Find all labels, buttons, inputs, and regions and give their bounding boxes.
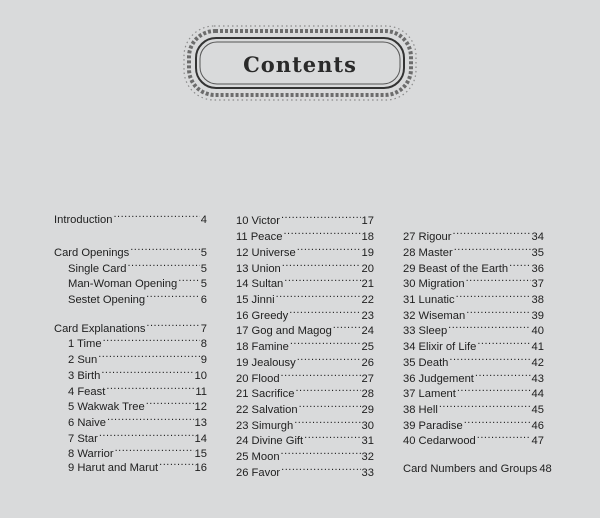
dot-leader <box>99 426 194 442</box>
toc-entry <box>68 363 207 382</box>
dot-leader <box>297 240 361 256</box>
toc-entry <box>236 381 374 400</box>
toc-page-number: 34 <box>531 231 544 243</box>
dot-leader <box>107 410 194 426</box>
toc-page-number: 41 <box>531 341 544 353</box>
toc-page-number: 21 <box>361 278 374 290</box>
toc-page-number: 42 <box>531 357 544 369</box>
toc-entry-title: 24 Divine Gift <box>236 435 304 447</box>
toc-entry <box>236 460 374 479</box>
dot-leader <box>290 334 361 350</box>
dot-leader <box>98 347 200 363</box>
toc-entry <box>236 350 374 369</box>
dot-leader <box>281 444 361 460</box>
toc-page-number: 5 <box>200 278 207 290</box>
toc-entry <box>68 287 207 306</box>
toc-entry <box>236 208 374 227</box>
dot-leader <box>466 303 530 319</box>
toc-entry <box>403 397 544 416</box>
toc-page-number: 5 <box>200 247 207 259</box>
dot-leader <box>453 224 531 240</box>
dot-leader <box>475 366 531 382</box>
toc-entry <box>236 428 374 447</box>
toc-entry-title: Card Numbers and Groups <box>403 463 538 475</box>
toc-entry <box>403 381 544 400</box>
toc-entry-title: 6 Naive <box>68 417 106 429</box>
toc-entry-title: 31 Lunatic <box>403 294 455 306</box>
toc-entry <box>68 455 207 474</box>
toc-entry <box>236 240 374 259</box>
toc-entry-title: 18 Famine <box>236 341 289 353</box>
toc-entry <box>68 331 207 350</box>
toc-entry <box>236 366 374 385</box>
toc-entry <box>403 366 544 385</box>
dot-leader <box>103 331 200 347</box>
toc-page-number: 22 <box>361 294 374 306</box>
toc-page-number: 32 <box>361 451 374 463</box>
toc-entry-title: Introduction <box>54 214 113 226</box>
toc-entry <box>236 271 374 290</box>
toc-entry <box>68 394 207 413</box>
toc-entry <box>236 334 374 353</box>
toc-entry <box>403 256 544 275</box>
toc-page-number: 10 <box>194 370 207 382</box>
toc-entry-title: 10 Victor <box>236 215 280 227</box>
toc-entry <box>236 303 374 322</box>
toc-entry <box>403 318 544 337</box>
toc-page-number: 39 <box>531 310 544 322</box>
toc-entry-title: 5 Wakwak Tree <box>68 401 145 413</box>
toc-page-number: 40 <box>531 325 544 337</box>
toc-page-number: 29 <box>361 404 374 416</box>
toc-page-number: 15 <box>194 448 207 460</box>
toc-entry <box>68 379 207 398</box>
toc-page-number: 35 <box>531 247 544 259</box>
toc-entry-title: 3 Birth <box>68 370 101 382</box>
toc-page-number: 6 <box>200 294 207 306</box>
toc-entry-title: 35 Death <box>403 357 449 369</box>
dot-leader <box>106 379 194 395</box>
toc-entry-title: 37 Lament <box>403 388 456 400</box>
toc-entry <box>403 224 544 243</box>
dot-leader <box>456 287 531 303</box>
toc-page-number: 48 <box>539 463 552 475</box>
dot-leader <box>101 363 193 379</box>
dot-leader <box>477 428 531 444</box>
dot-leader <box>127 256 199 272</box>
toc-page-number: 43 <box>531 373 544 385</box>
toc-entry <box>236 318 374 337</box>
toc-page-number: 4 <box>200 214 207 226</box>
toc-entry <box>68 256 207 275</box>
page-title: Contents <box>243 51 357 77</box>
toc-page-number: 23 <box>361 310 374 322</box>
toc-entry-title: 28 Master <box>403 247 453 259</box>
dot-leader <box>289 303 360 319</box>
toc-entry <box>403 334 544 353</box>
toc-entry-title: 14 Sultan <box>236 278 284 290</box>
toc-page-number: 36 <box>531 263 544 275</box>
toc-entry-title: 8 Warrior <box>68 448 114 460</box>
dot-leader <box>130 240 200 256</box>
toc-page-number: 20 <box>361 263 374 275</box>
toc-entry <box>236 256 374 275</box>
toc-entry <box>403 303 544 322</box>
dot-leader <box>295 381 360 397</box>
dot-leader <box>146 287 200 303</box>
title-ornament-frame <box>182 24 418 102</box>
dot-leader <box>283 224 360 240</box>
toc-entry-title: 23 Simurgh <box>236 420 294 432</box>
toc-page-number: 9 <box>200 354 207 366</box>
dot-leader <box>281 366 361 382</box>
toc-entry <box>68 426 207 445</box>
toc-entry <box>403 240 544 259</box>
toc-entry <box>68 271 207 290</box>
toc-page-number: 33 <box>361 467 374 479</box>
dot-leader <box>464 413 531 429</box>
toc-page-number: 44 <box>531 388 544 400</box>
dot-leader <box>449 350 530 366</box>
dot-leader <box>294 413 360 429</box>
toc-entry-title: 29 Beast of the Earth <box>403 263 509 275</box>
dot-leader <box>178 271 200 287</box>
toc-page-number: 37 <box>531 278 544 290</box>
toc-entry-title: 2 Sun <box>68 354 98 366</box>
dot-leader <box>439 397 531 413</box>
dot-leader <box>299 397 361 413</box>
dot-leader <box>284 271 360 287</box>
toc-entry <box>403 456 552 475</box>
dot-leader <box>282 256 361 272</box>
dot-leader <box>159 455 193 471</box>
dot-leader <box>146 394 194 410</box>
toc-entry-title: 22 Salvation <box>236 404 298 416</box>
toc-entry <box>54 240 207 259</box>
toc-entry <box>403 428 544 447</box>
dot-leader <box>477 334 530 350</box>
toc-entry <box>236 397 374 416</box>
toc-page-number: 46 <box>531 420 544 432</box>
toc-entry-title: Card Openings <box>54 247 130 259</box>
toc-entry-title: 12 Universe <box>236 247 296 259</box>
toc-entry-title: 1 Time <box>68 338 102 350</box>
toc-entry <box>54 316 207 335</box>
dot-leader <box>146 316 199 332</box>
toc-entry-title: 15 Jinni <box>236 294 275 306</box>
toc-entry-title: 16 Greedy <box>236 310 289 322</box>
toc-page-number: 24 <box>361 325 374 337</box>
dot-leader <box>304 428 360 444</box>
toc-entry <box>54 207 207 226</box>
dot-leader <box>281 460 360 476</box>
toc-entry-title: 13 Union <box>236 263 281 275</box>
toc-entry-title: 9 Harut and Marut <box>68 462 159 474</box>
dot-leader <box>457 381 531 397</box>
toc-entry-title: 17 Gog and Magog <box>236 325 332 337</box>
toc-page-number: 28 <box>361 388 374 400</box>
toc-entry <box>403 413 544 432</box>
toc-entry-title: 34 Elixir of Life <box>403 341 477 353</box>
toc-entry-title: 19 Jealousy <box>236 357 296 369</box>
toc-entry <box>236 444 374 463</box>
toc-entry-title: Sestet Opening <box>68 294 146 306</box>
toc-page-number: 13 <box>194 417 207 429</box>
toc-entry <box>68 410 207 429</box>
toc-page-number: 26 <box>361 357 374 369</box>
toc-page-number: 27 <box>361 373 374 385</box>
dot-leader <box>281 208 361 224</box>
toc-entry-title: 39 Paradise <box>403 420 463 432</box>
toc-entry-title: 36 Judgement <box>403 373 474 385</box>
toc-entry <box>68 347 207 366</box>
dot-leader <box>276 287 361 303</box>
toc-page-number: 38 <box>531 294 544 306</box>
toc-page-number: 45 <box>531 404 544 416</box>
toc-entry-title: Single Card <box>68 263 127 275</box>
dot-leader <box>113 207 199 223</box>
toc-entry <box>236 413 374 432</box>
toc-entry-title: 4 Feast <box>68 386 106 398</box>
toc-entry-title: Card Explanations <box>54 323 146 335</box>
dot-leader <box>509 256 530 272</box>
toc-entry-title: 20 Flood <box>236 373 280 385</box>
toc-entry-title: 7 Star <box>68 433 98 445</box>
toc-entry <box>403 271 544 290</box>
toc-page-number: 25 <box>361 341 374 353</box>
toc-entry-title: 25 Moon <box>236 451 280 463</box>
dot-leader <box>466 271 531 287</box>
toc-page-number: 31 <box>361 435 374 447</box>
toc-entry-title: 11 Peace <box>236 231 283 243</box>
toc-page-number: 18 <box>361 231 374 243</box>
toc-page-number: 47 <box>531 435 544 447</box>
toc-page-number: 8 <box>200 338 207 350</box>
toc-entry-title: 38 Hell <box>403 404 438 416</box>
toc-entry-title: 21 Sacrifice <box>236 388 295 400</box>
toc-entry-title: 27 Rigour <box>403 231 452 243</box>
dot-leader <box>333 318 361 334</box>
toc-entry <box>236 224 374 243</box>
toc-entry-title: 30 Migration <box>403 278 465 290</box>
toc-page-number: 30 <box>361 420 374 432</box>
toc-entry-title: 33 Sleep <box>403 325 448 337</box>
toc-entry <box>403 287 544 306</box>
toc-page-number: 17 <box>361 215 374 227</box>
toc-page-number: 12 <box>194 401 207 413</box>
toc-page-number: 14 <box>194 433 207 445</box>
toc-entry-title: 32 Wiseman <box>403 310 466 322</box>
toc-entry-title: 40 Cedarwood <box>403 435 476 447</box>
dot-leader <box>454 240 531 256</box>
toc-entry-title: 26 Favor <box>236 467 281 479</box>
toc-page-number: 5 <box>200 263 207 275</box>
toc-entry <box>236 287 374 306</box>
toc-entry-title: Man-Woman Opening <box>68 278 178 290</box>
toc-page-number: 11 <box>195 386 207 398</box>
dot-leader <box>448 318 530 334</box>
toc-entry <box>403 350 544 369</box>
toc-page-number: 16 <box>194 462 207 474</box>
toc-page-number: 7 <box>200 323 207 335</box>
toc-page-number: 19 <box>361 247 374 259</box>
dot-leader <box>297 350 361 366</box>
